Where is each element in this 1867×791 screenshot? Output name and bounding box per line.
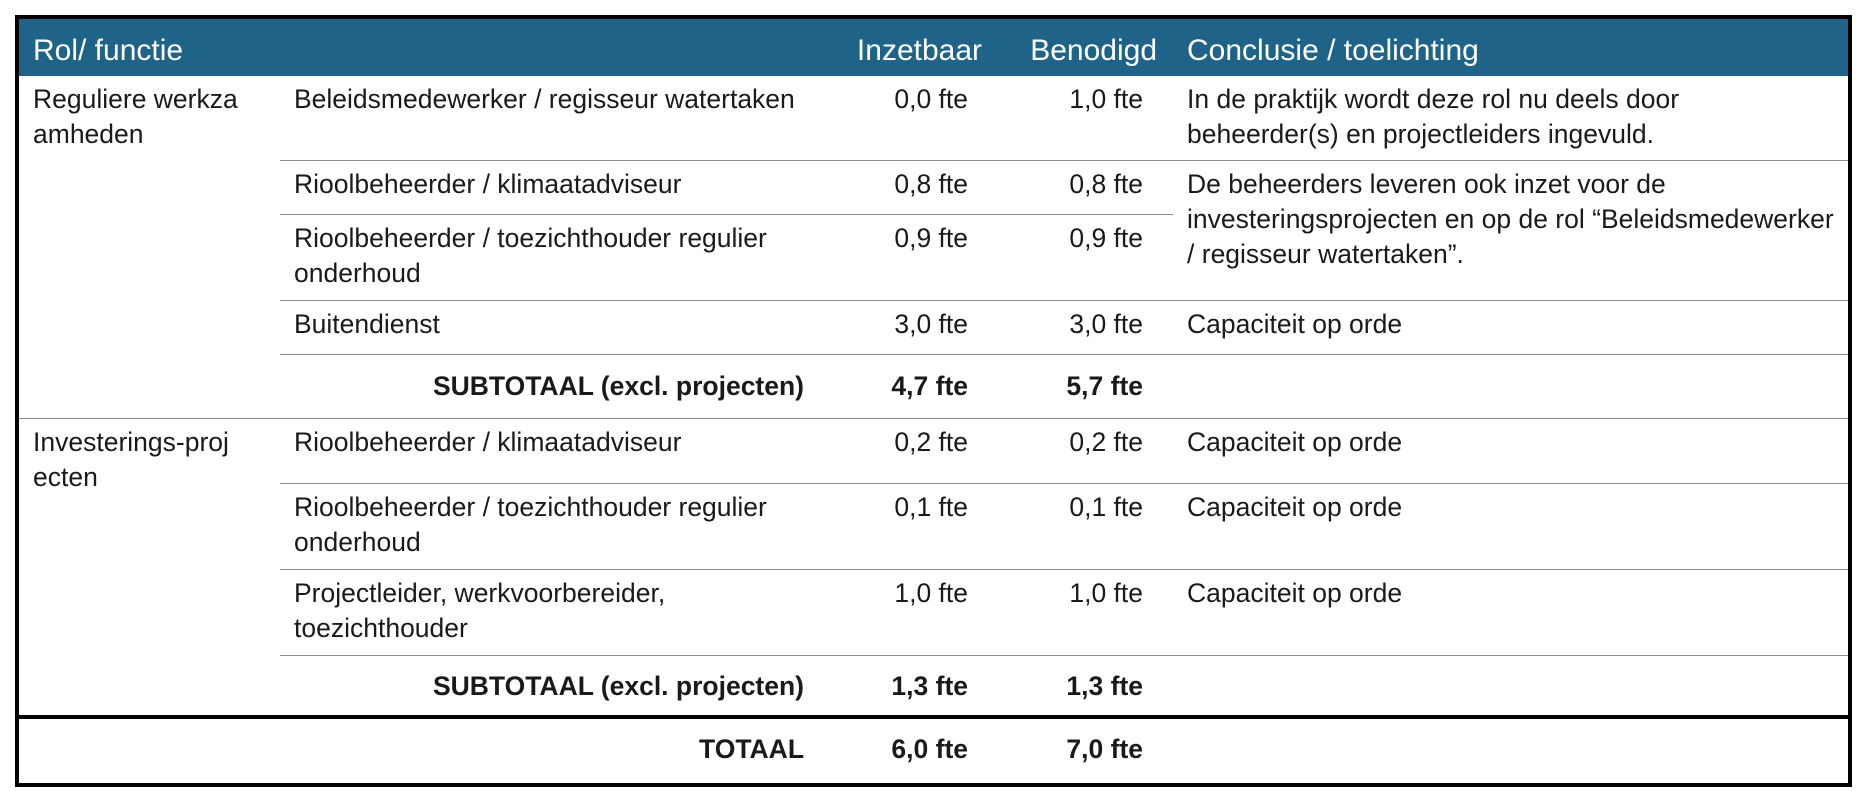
subtotal-row	[19, 354, 1848, 418]
total-empty-cell	[19, 717, 280, 779]
subtotal-conclusion-empty	[1173, 655, 1848, 717]
total-label: TOTAAL	[280, 717, 826, 779]
row-available: 0,8 fte	[826, 160, 998, 214]
group-label-investment: Investerings-projecten	[33, 426, 229, 492]
row-role: Projectleider, werkvoorbereider, toezichthouder	[280, 569, 826, 655]
header-available: Inzetbaar	[856, 33, 983, 67]
subtotal-conclusion-empty	[1173, 354, 1848, 418]
row-available: 1,0 fte	[826, 569, 998, 655]
subtotal-label: SUBTOTAAL (excl. projecten)	[432, 670, 805, 701]
capacity-table-frame	[15, 15, 1852, 787]
subtotal-row	[19, 655, 1848, 717]
row-role: Rioolbeheerder / klimaatadviseur	[280, 418, 826, 483]
row-available: 0,2 fte	[826, 418, 998, 483]
table-row	[19, 300, 1848, 354]
row-role: Rioolbeheerder / toezichthouder regulier onderhoud	[280, 483, 826, 569]
total-required: 7,0 fte	[998, 717, 1173, 779]
row-available: 3,0 fte	[826, 300, 998, 354]
row-required: 3,0 fte	[998, 300, 1173, 354]
table-header-row	[19, 19, 1848, 76]
subtotal-available: 1,3 fte	[891, 670, 969, 701]
table-row	[19, 483, 1848, 569]
row-required: 0,8 fte	[998, 160, 1173, 214]
table-row	[19, 418, 1848, 483]
table-row	[19, 160, 1848, 214]
row-role: Rioolbeheerder / klimaatadviseur	[280, 160, 826, 214]
row-required: 1,0 fte	[998, 569, 1173, 655]
row-conclusion: Capaciteit op orde	[1173, 418, 1848, 483]
capacity-table	[19, 19, 1848, 779]
row-available: 0,9 fte	[826, 214, 998, 300]
row-available: 0,0 fte	[826, 76, 998, 160]
total-row	[19, 717, 1848, 779]
row-required: 0,1 fte	[998, 483, 1173, 569]
header-conclusion: Conclusie / toelichting	[1187, 33, 1479, 67]
row-conclusion: Capaciteit op orde	[1173, 300, 1848, 354]
total-conclusion-empty	[1173, 717, 1848, 779]
header-required: Benodigd	[1030, 33, 1158, 67]
table-row	[19, 76, 1848, 160]
table-row	[19, 569, 1848, 655]
subtotal-label: SUBTOTAAL (excl. projecten)	[280, 354, 826, 418]
row-conclusion: Capaciteit op orde	[1173, 483, 1848, 569]
row-role: Buitendienst	[280, 300, 826, 354]
row-role: Rioolbeheerder / toezichthouder regulier onderhoud	[280, 214, 826, 300]
row-required: 0,9 fte	[998, 214, 1173, 300]
total-available: 6,0 fte	[826, 717, 998, 779]
header-role: Rol/ functie	[33, 33, 184, 67]
subtotal-required: 1,3 fte	[1066, 670, 1144, 701]
row-available: 0,1 fte	[826, 483, 998, 569]
row-role: Beleidsmedewerker / regisseur watertaken	[280, 76, 826, 160]
subtotal-required: 5,7 fte	[998, 354, 1173, 418]
row-required: 0,2 fte	[998, 418, 1173, 483]
row-conclusion: In de praktijk wordt deze rol nu deels door beheerder(s) en projectleiders ingevuld.	[1173, 76, 1848, 160]
group-label-regular: Reguliere werkzaamheden	[19, 76, 280, 418]
row-conclusion: De beheerders leveren ook inzet voor de investeringsprojecten en op de rol “Beleidsmedewerker / regisseur watertaken”.	[1173, 160, 1848, 300]
subtotal-available: 4,7 fte	[826, 354, 998, 418]
row-conclusion: Capaciteit op orde	[1173, 569, 1848, 655]
row-required: 1,0 fte	[998, 76, 1173, 160]
